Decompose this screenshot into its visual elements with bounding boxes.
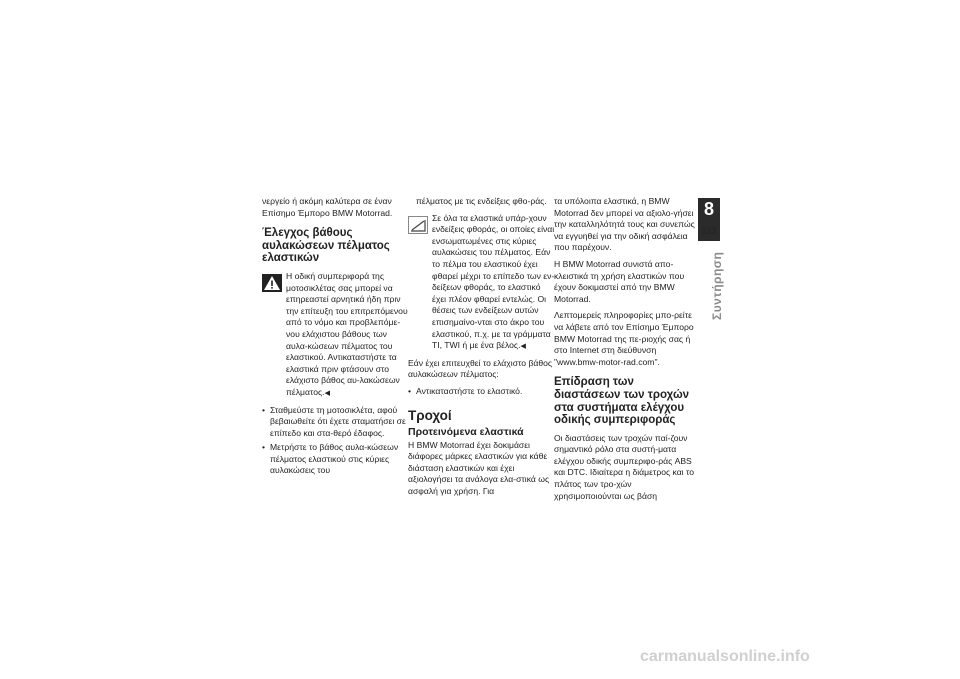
section-heading-tread-depth: Έλεγχος βάθους αυλακώσεων πέλματος ελαστικών — [262, 227, 390, 265]
end-mark: ◀ — [520, 343, 526, 351]
chapter-title: Συντήρηση — [710, 251, 724, 320]
bullet-list — [408, 386, 556, 398]
list-item: • Αντικαταστήστε το ελαστικό. — [408, 386, 556, 398]
paragraph: Η BMW Motorrad συνιστά απο-κλειστικά τη χρήση ελαστικών που έχουν δοκιμαστεί από την BMW Motorrad. — [554, 258, 685, 304]
column-2 — [408, 196, 556, 502]
paragraph: τα υπόλοιπα ελαστικά, η BMW Motorrad δεν μπορεί να αξιολο-γήσει την καταλληλότητά τους και συνεπώς να εγγυηθεί για την οδική ασφάλεια που παρέχουν. — [554, 196, 695, 253]
paragraph: νεργείο ή ακόμη καλύτερα σε έναν Επίσημο Έμπορο BMW Motorrad. — [262, 196, 393, 218]
paragraph: Οι διαστάσεις των τροχών παί-ζουν σημαντικό ρόλο στα συστή-ματα ελέγχου οδικής συμπεριφο-ράς ABS και DTC. Ιδιαίτερα η διάμετρος και το πλάτος των τρο-χών χρησιμοποιούνται ως βάση — [554, 432, 695, 501]
column-1 — [262, 196, 410, 482]
section-heading-wheel-size-effect: Επίδραση των διαστάσεων των τροχών στα συστήματα ελέγχου οδικής συμπεριφοράς — [554, 376, 690, 427]
warning-icon — [262, 274, 282, 292]
warning-text: Η οδική συμπεριφορά της μοτοσικλέτας σας μπορεί να επηρεαστεί αρνητικά ήδη πριν την επίτευξη του επιτρεπόμενου από το νόμο και προβλεπόμε-νου ελάχιστου βάθους των αυλα-κώσεων πέλματος του ελαστικού. Αντικαταστήστε τα ελαστικά πριν φτάσουν στο ελάχιστο βάθος αυ-λακώσεων πέλματος. — [286, 270, 408, 397]
list-item: • Σταθμεύστε τη μοτοσικλέτα, αφού βεβαιωθείτε ότι έχετε σταματήσει σε επίπεδο και στα-θερό έδαφος. — [262, 405, 410, 440]
note-icon — [408, 216, 428, 234]
note-block — [408, 213, 556, 353]
column-3 — [554, 196, 700, 507]
paragraph: Η BMW Motorrad έχει δοκιμάσει διάφορες μάρκες ελαστικών για κάθε διάσταση ελαστικών και έχει αξιολογήσει τα ανάλογα ελα-στικά ως ασφαλή για χρήση. Για — [408, 439, 550, 496]
chapter-number: 8 — [703, 199, 714, 219]
paragraph: πέλματος με τις ενδείξεις φθο-ράς. — [416, 196, 547, 206]
page-number: 133 — [701, 226, 717, 236]
list-item: • Μετρήστε το βάθος αυλα-κώσεων πέλματος ελαστικού στις κύριες αυλακώσεις του — [262, 442, 410, 477]
bullet-list — [262, 405, 410, 478]
paragraph: Εάν έχει επιτευχθεί το ελάχιστο βάθος αυλακώσεων πέλματος: — [408, 357, 553, 380]
warning-block — [262, 271, 410, 400]
paragraph: Λεπτομερείς πληροφορίες μπο-ρείτε να λάβετε από τον Επίσημο Έμπορο BMW Motorrad της πε-ριοχής σας ή στο Internet στη διεύθυνση "www.bmw-motor-rad.com". — [554, 310, 694, 367]
note-text: Σε όλα τα ελαστικά υπάρ-χουν ενδείξεις φθοράς, οι οποίες είναι ενσωματωμένες στις κύριες αυλακώσεις του πέλματος. Εάν το πέλμα του ελαστικού έχει φθαρεί μέχρι το επίπεδο των εν-δείξεων φθοράς, το ελαστικό έχει πλέον φθαρεί εντελώς. Οι θέσεις των ενδείξεων αυτών επισημαίνο-νται στο άκρο του ελαστικού, π.χ. με τα γράμματα TI, TWI ή με ένα βέλος. — [432, 212, 555, 351]
section-heading-wheels: Τροχοί — [408, 407, 452, 423]
watermark: carmanualsonline.info — [640, 648, 810, 665]
subsection-heading-recommended-tyres: Προτεινόμενα ελαστικά — [408, 425, 524, 438]
end-mark: ◀ — [324, 389, 330, 397]
